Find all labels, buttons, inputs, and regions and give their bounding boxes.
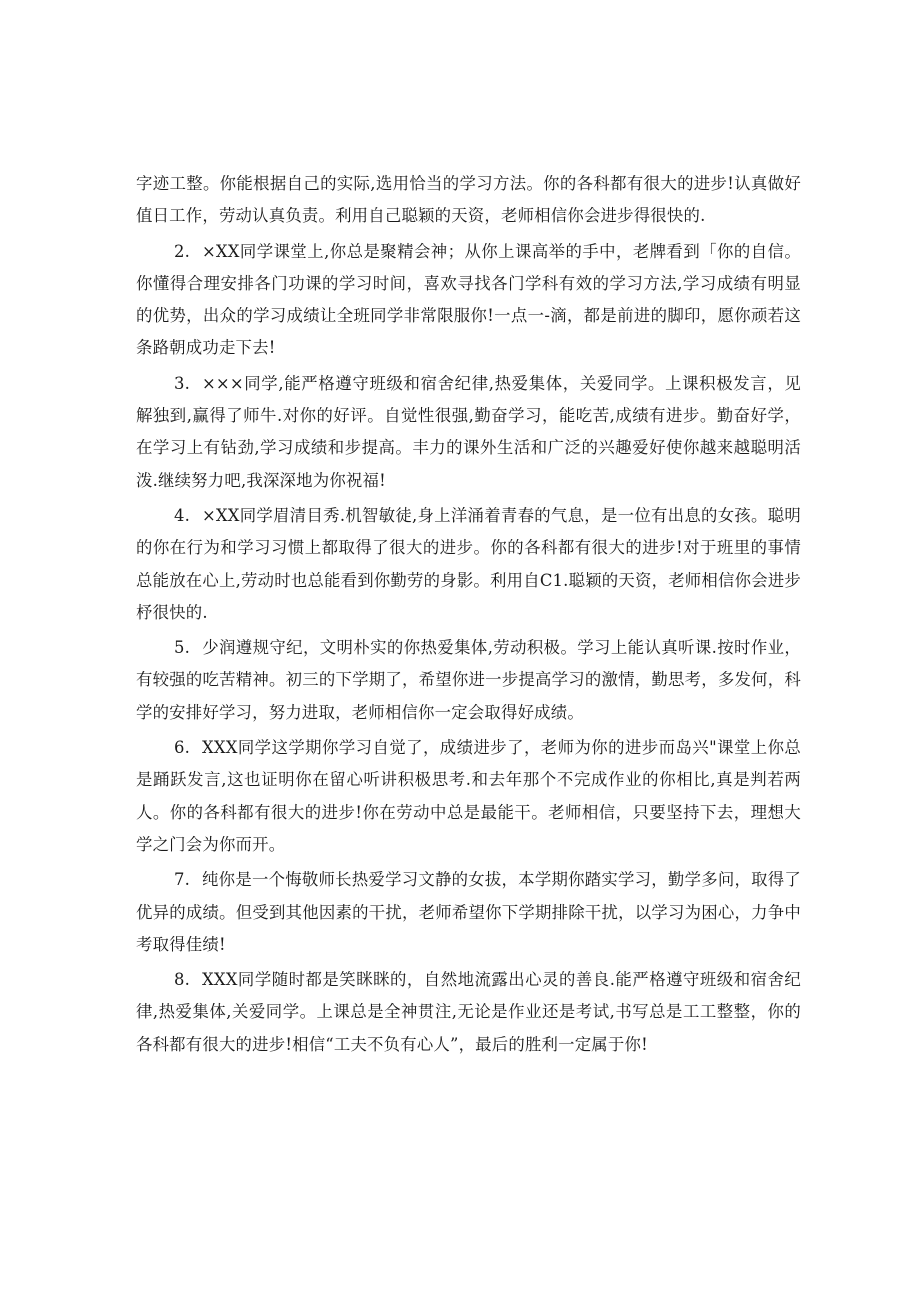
paragraph-continuation xyxy=(136,168,801,233)
paragraph-number: 4. xyxy=(174,505,191,525)
paragraph-item xyxy=(136,236,801,365)
paragraph-number: 2. xyxy=(174,241,191,261)
paragraph-text: XXX同学随时都是笑眯眯的，自然地流露出心灵的善良.能严格遵守班级和宿舍纪律,热爱集体,关爱同学。上课总是全神贯注,无论是作业还是考试,书写总是工工整整，你的各科都有很大的进步!相信“工夫不负有心人”，最后的胜利一定属于你! xyxy=(136,970,801,1054)
document-body xyxy=(136,168,801,1061)
paragraph-item xyxy=(136,732,801,861)
paragraph-item xyxy=(136,368,801,497)
paragraph-text: ×××同学,能严格遵守班级和宿舍纪律,热爱集体，关爱同学。上课积极发言，见解独到,赢得了师牛.对你的好评。自觉性很强,勤奋学习，能吃苦,成绩有进步。勤奋好学，在学习上有钻劲,学习成绩和步提高。丰力的课外生活和广泛的兴趣爱好使你越来越聪明活泼.继续努力吧,我深深地为你祝福! xyxy=(136,373,801,490)
paragraph-text: XXX同学这学期你学习自觉了，成绩进步了，老师为你的进步而岛兴"课堂上你总是踊跃发言,这也证明你在留心听讲积极思考.和去年那个不完成作业的你相比,真是判若两人。你的各科都有很大的进步!你在劳动中总是最能干。老师相信，只要坚持下去，理想大学之门会为你而开。 xyxy=(136,738,801,854)
paragraph-text: 字迹工整。你能根据自己的实际,选用恰当的学习方法。你的各科都有很大的进步!认真做好值日工作，劳动认真负责。利用自己聪颖的天资，老师相信你会进步得很快的. xyxy=(136,174,801,226)
paragraph-item xyxy=(136,864,801,961)
paragraph-text: ×XX同学眉清目秀.机智敏徒,身上洋涌着青春的气息，是一位有出息的女孩。聪明的你在行为和学习习惯上都取得了很大的进步。你的各科都有很大的进步!对于班里的事情总能放在心上,劳动时也总能看到你勤劳的身影。利用自C1.聪颖的天资，老师相信你会进步杼很快的. xyxy=(136,505,801,622)
paragraph-item xyxy=(136,500,801,629)
paragraph-number: 7. xyxy=(174,870,191,890)
paragraph-number: 8. xyxy=(174,970,191,990)
paragraph-number: 5. xyxy=(174,638,191,658)
paragraph-number: 3. xyxy=(174,373,191,393)
paragraph-text: 少润遵规守纪，文明朴实的你热爱集体,劳动积极。学习上能认真听课.按时作业，有较强的吃苦精神。初三的下学期了，希望你进一步提高学习的激情，勤思考，多发何，科学的安排好学习，努力进取，老师相信你一定会取得好成绩。 xyxy=(136,638,801,722)
paragraph-text: 纯你是一个悔敬师长热爱学习文静的女拔，本学期你踏实学习，勤学多问，取得了优异的成绩。但受到其他因素的干扰，老师希望你下学期排除干扰，以学习为困心，力争中考取得佳绩! xyxy=(136,870,801,954)
paragraph-number: 6. xyxy=(174,738,191,758)
paragraph-item xyxy=(136,632,801,729)
paragraph-text: ×XX同学课堂上,你总是聚精会神；从你上课高举的手中，老牌看到「你的自信。你懂得合理安排各门功课的学习时间，喜欢寻找各门学科有效的学习方法,学习成绩有明显的优势，出众的学习成绩让全班同学非常限服你!一点一-滴，都是前进的脚印，愿你顽若这条路朝成功走下去! xyxy=(136,241,801,358)
paragraph-item xyxy=(136,964,801,1061)
